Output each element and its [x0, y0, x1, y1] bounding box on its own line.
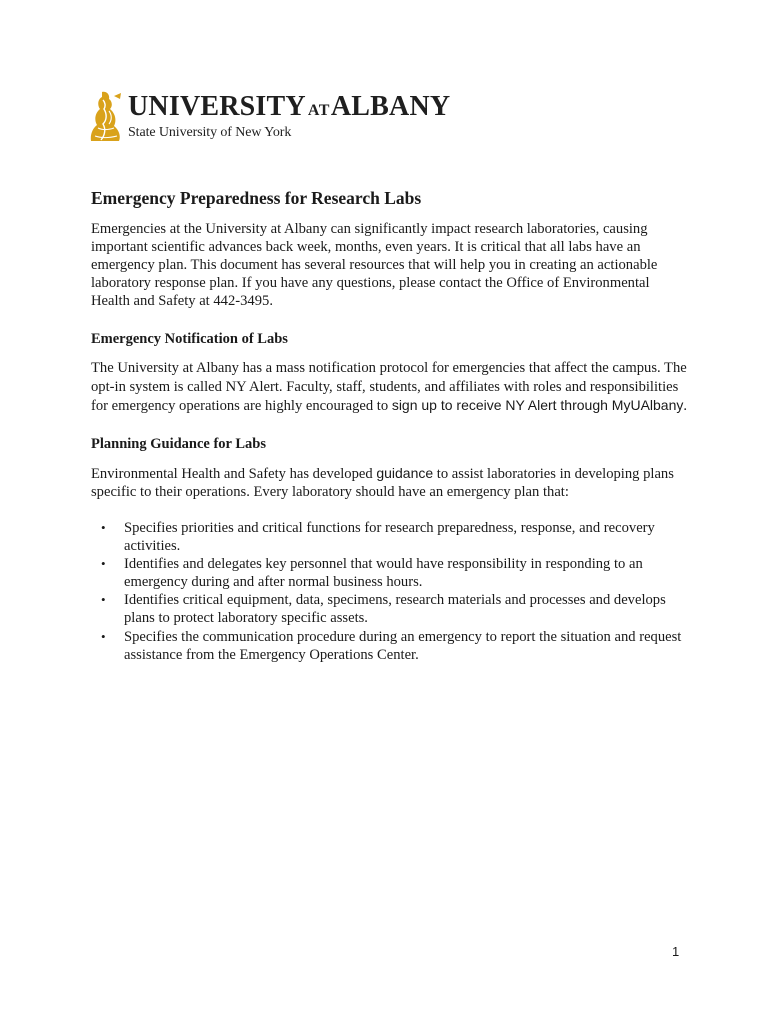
bullet-icon: • — [101, 519, 106, 535]
logo-word-albany: ALBANY — [330, 91, 451, 122]
emergency-plan-requirements-list — [91, 519, 691, 664]
bullet-icon: • — [101, 628, 106, 644]
notification-paragraph — [91, 359, 691, 414]
bullet-icon: • — [101, 592, 106, 608]
minerva-statue-icon — [88, 90, 124, 142]
logo-word-university: UNIVERSITY — [128, 91, 306, 122]
list-item — [91, 591, 691, 627]
intro-paragraph: Emergencies at the University at Albany can significantly impact research laboratories, causing important scientific advances back week, months, even years. It is critical that all labs have an emergency plan. This document has several resources that will help you in creating an actionable laboratory response plan. If you have any questions, please contact the Office of Environmental Health and Safety at 442-3495. — [91, 221, 658, 310]
ny-alert-signup-link[interactable]: sign up to receive NY Alert through MyUAlbany — [391, 396, 684, 413]
logo-word-at: AT — [307, 102, 330, 119]
document-body — [91, 187, 691, 664]
list-item — [91, 519, 691, 555]
list-item — [91, 555, 691, 591]
section-heading-notification: Emergency Notification of Labs — [91, 331, 288, 348]
list-item-text: Identifies critical equipment, data, specimens, research materials and processes and develops plans to protect laboratory specific assets. — [124, 592, 666, 627]
list-item-text: Specifies the communication procedure during an emergency to report the situation and request assistance from the Emergency Operations Center. — [124, 628, 682, 663]
notification-text: The University at Albany has a mass notification protocol for emergencies that affect the campus. The opt-in system is called NY Alert. Faculty, staff, students, and affiliates with roles and responsibilities for emergency operations are highly encouraged to — [91, 360, 687, 414]
logo-tagline: State University of New York — [128, 125, 292, 140]
bullet-icon: • — [101, 556, 106, 572]
logo-line-primary — [128, 91, 450, 121]
planning-text: Environmental Health and Safety has developed — [91, 465, 377, 482]
university-logo — [88, 90, 451, 146]
guidance-link[interactable]: guidance — [376, 464, 434, 481]
list-item-text: Specifies priorities and critical functions for research preparedness, response, and recovery activities. — [124, 519, 655, 555]
list-item-text: Identifies and delegates key personnel that would have responsibility in responding to an emergency during and after normal business hours. — [124, 556, 643, 591]
planning-text-end: to assist laboratories in developing plans specific to their operations. Every laboratory should have an emergency plan that: — [91, 465, 674, 500]
document-title: Emergency Preparedness for Research Labs — [91, 188, 422, 208]
page-number: 1 — [672, 944, 680, 959]
logo-wordmark — [128, 91, 450, 141]
list-item — [91, 628, 691, 664]
planning-paragraph — [91, 464, 691, 501]
section-heading-planning: Planning Guidance for Labs — [91, 435, 266, 452]
notification-text-end: . — [683, 397, 688, 414]
